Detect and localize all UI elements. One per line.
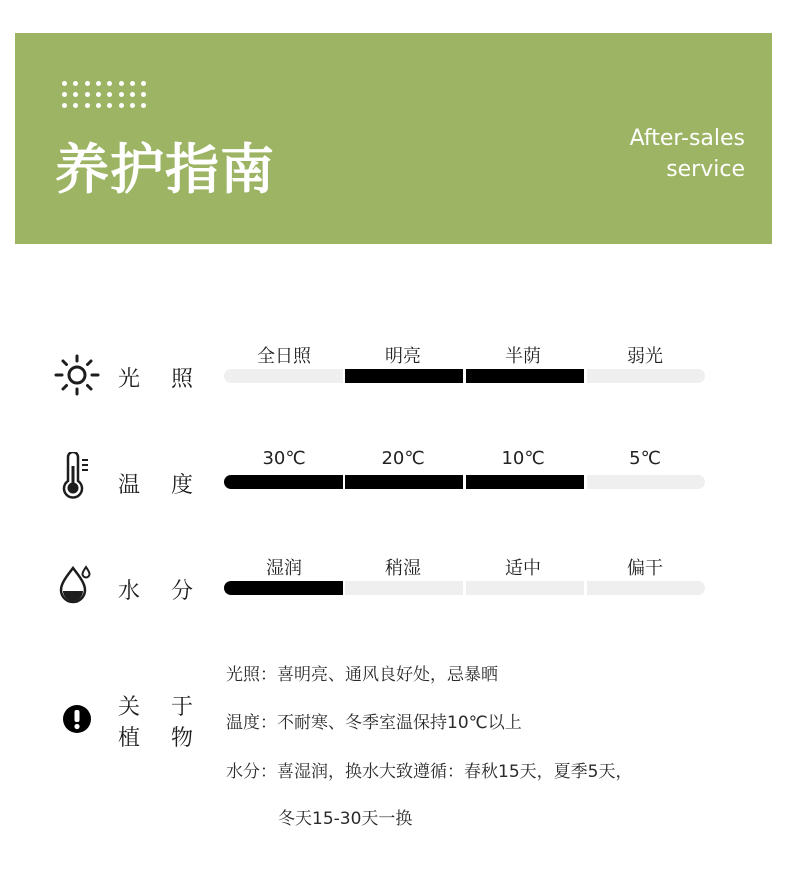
temperature-level-20: 20℃: [381, 448, 425, 469]
decorative-dot: [141, 103, 146, 108]
decorative-dot: [62, 81, 67, 86]
temperature-level-5: 5℃: [629, 448, 661, 469]
light-bar-segment-1: [224, 369, 343, 383]
light-level-half-shade: 半荫: [505, 346, 541, 367]
decorative-dot: [85, 81, 90, 86]
decorative-dot: [85, 92, 90, 97]
care-note-water-continued: 冬天15-30天一换: [278, 809, 413, 829]
decorative-dot: [107, 92, 112, 97]
subtitle-line-2: service: [666, 157, 745, 182]
light-level-weak: 弱光: [627, 346, 663, 367]
decorative-dot: [119, 92, 124, 97]
water-bar-segment-1: [224, 581, 343, 595]
decorative-dot: [107, 103, 112, 108]
light-bar-segment-4: [587, 369, 705, 383]
page-subtitle: [630, 123, 745, 185]
decorative-dot: [141, 81, 146, 86]
water-level-moist: 湿润: [266, 558, 302, 579]
light-bar-segment-2: [345, 369, 463, 383]
water-level-dry: 偏干: [627, 558, 663, 579]
decorative-dot: [62, 103, 67, 108]
light-level-bright: 明亮: [385, 346, 421, 367]
decorative-dot: [141, 92, 146, 97]
decorative-dot: [130, 92, 135, 97]
decorative-dot: [73, 92, 78, 97]
exclamation-icon: [62, 704, 92, 734]
temperature-bar-segment-1: [224, 475, 343, 489]
care-note-water: 水分：喜湿润，换水大致遵循：春秋15天，夏季5天，: [226, 762, 633, 782]
care-note-light: 光照：喜明亮、通风良好处，忌暴晒: [226, 665, 498, 685]
header-banner: [15, 33, 772, 244]
sun-icon: [54, 354, 100, 396]
decorative-dot: [73, 103, 78, 108]
temperature-row: [0, 446, 790, 526]
decorative-dot: [96, 103, 101, 108]
water-bar-segment-4: [587, 581, 705, 595]
water-level-moderate: 适中: [505, 558, 541, 579]
water-drop-icon: [56, 564, 94, 606]
light-level-full-sun: 全日照: [257, 346, 311, 367]
thermometer-icon: [58, 452, 92, 500]
decorative-dot: [119, 103, 124, 108]
temperature-level-10: 10℃: [501, 448, 545, 469]
temperature-bar-segment-3: [466, 475, 584, 489]
subtitle-line-1: After-sales: [629, 126, 745, 151]
temperature-bar-segment-2: [345, 475, 463, 489]
light-bar-segment-3: [466, 369, 584, 383]
decorative-dot: [62, 92, 67, 97]
decorative-dot: [85, 103, 90, 108]
about-plant-label: [118, 692, 205, 754]
temperature-level-30: 30℃: [262, 448, 306, 469]
water-bar-segment-3: [466, 581, 584, 595]
decorative-dot: [119, 81, 124, 86]
light-label: 光 照: [118, 367, 205, 392]
about-label-line-2: 植 物: [118, 726, 205, 751]
water-row: [0, 552, 790, 632]
temperature-bar-segment-4: [587, 475, 705, 489]
decorative-dot: [96, 92, 101, 97]
decorative-dot: [96, 81, 101, 86]
light-row: [0, 340, 790, 420]
decorative-dot: [130, 103, 135, 108]
decorative-dot: [130, 81, 135, 86]
temperature-label: 温 度: [118, 473, 205, 498]
about-label-line-1: 关 于: [118, 695, 205, 720]
decorative-dot: [107, 81, 112, 86]
water-bar-segment-2: [345, 581, 463, 595]
care-note-temperature: 温度：不耐寒、冬季室温保持10℃以上: [226, 713, 522, 733]
decorative-dot: [73, 81, 78, 86]
page-title: 养护指南: [55, 138, 275, 201]
water-label: 水 分: [118, 579, 205, 604]
water-level-slightly-moist: 稍湿: [385, 558, 421, 579]
